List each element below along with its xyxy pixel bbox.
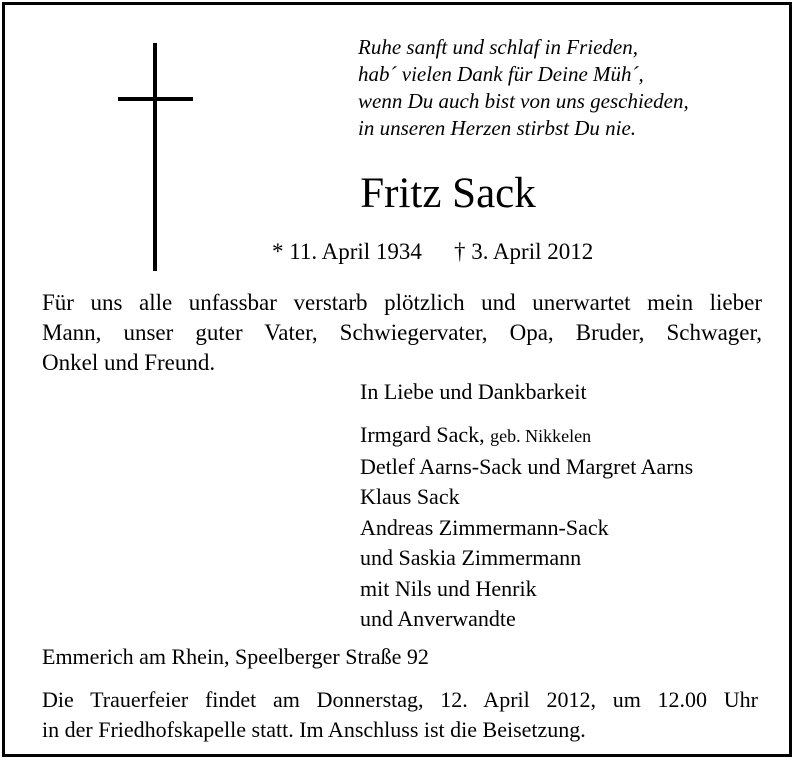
maiden-name-note: geb. Nikkelen bbox=[490, 426, 592, 446]
address: Emmerich am Rhein, Speelberger Straße 92 bbox=[42, 644, 429, 669]
service-info bbox=[42, 685, 758, 745]
service-line: in der Friedhofskapelle statt. Im Anschluss ist die Beisetzung. bbox=[42, 717, 586, 742]
death-date: † 3. April 2012 bbox=[453, 239, 594, 264]
cross-icon-bar bbox=[118, 97, 193, 101]
announcement-line: Für uns alle unfassbar verstarb plötzlich und unerwartet mein lieber bbox=[42, 290, 762, 315]
family-member: Detlef Aarns-Sack und Margret Aarns bbox=[360, 453, 694, 479]
cross-icon bbox=[153, 43, 157, 271]
life-dates bbox=[272, 238, 593, 266]
poem-line: in unseren Herzen stirbst Du nie. bbox=[358, 116, 637, 140]
poem-line: Ruhe sanft und schlaf in Frieden, bbox=[358, 35, 638, 59]
birth-date: * 11. April 1934 bbox=[272, 239, 422, 264]
deceased-name: Fritz Sack bbox=[360, 170, 536, 217]
service-line: Die Trauerfeier findet am Donnerstag, 12. April 2012, um 12.00 Uhr bbox=[42, 687, 758, 712]
family-member-name: Irmgard Sack, bbox=[360, 422, 485, 447]
announcement-text bbox=[42, 288, 762, 378]
family-member: und Anverwandte bbox=[360, 606, 516, 631]
family-member bbox=[360, 420, 693, 452]
announcement-line: Onkel und Freund. bbox=[42, 350, 216, 375]
signoff: In Liebe und Dankbarkeit bbox=[360, 379, 587, 404]
announcement-line: Mann, unser guter Vater, Schwiegervater, Opa, Bruder, Schwager, bbox=[42, 320, 762, 345]
family-member: Klaus Sack bbox=[360, 484, 460, 509]
family-member: mit Nils und Henrik bbox=[360, 575, 537, 601]
family-member: und Saskia Zimmermann bbox=[360, 545, 582, 570]
poem-line: hab´ vielen Dank für Deine Müh´, bbox=[358, 62, 644, 86]
poem bbox=[358, 34, 689, 142]
family-member: Andreas Zimmermann-Sack bbox=[360, 514, 609, 540]
family-list bbox=[360, 420, 693, 635]
poem-line: wenn Du auch bist von uns geschieden, bbox=[358, 89, 689, 113]
